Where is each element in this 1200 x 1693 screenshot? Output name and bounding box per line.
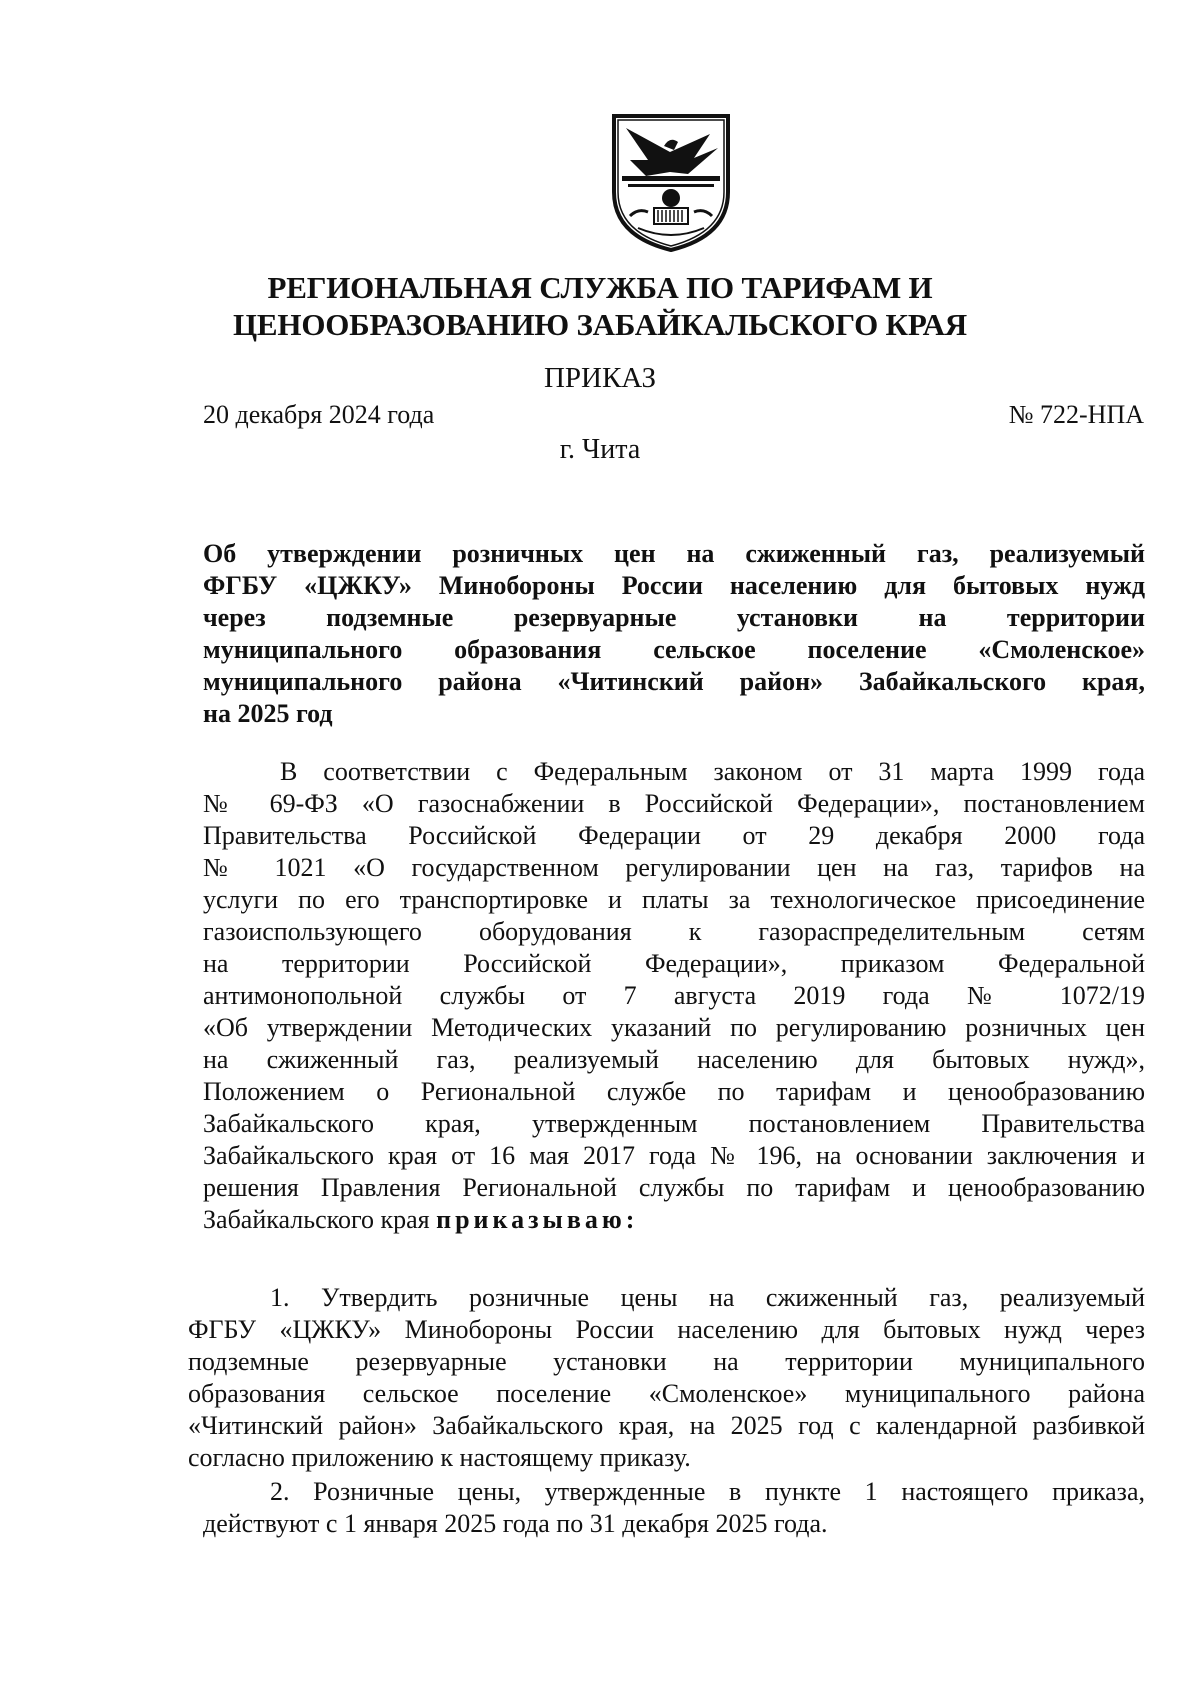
item1-line: 1. Утвердить розничные цены на сжиженный газ, реализуемый (270, 1283, 1145, 1312)
item1-line: согласно приложению к настоящему приказу. (188, 1443, 691, 1472)
preamble-line: Правительства Российской Федерации от 29 декабря 2000 года (203, 821, 1145, 850)
item1-line: образования сельское поселение «Смоленское» муниципального района (188, 1379, 1145, 1408)
organization-title-line-1: РЕГИОНАЛЬНАЯ СЛУЖБА ПО ТАРИФАМ И (267, 270, 933, 305)
preamble-line: решения Правления Региональной службы по тарифам и ценообразованию (203, 1173, 1145, 1202)
title-line: муниципального района «Читинский район» Забайкальского края, (203, 667, 1145, 696)
order-word: приказываю: (436, 1205, 639, 1234)
preamble-line-text: Забайкальского края (203, 1205, 437, 1234)
preamble-line: антимонопольной службы от 7 августа 2019 года № 1072/19 (203, 981, 1145, 1010)
document-type: ПРИКАЗ (543, 362, 657, 394)
preamble-line: на территории Российской Федерации», приказом Федеральной (203, 949, 1145, 978)
item1-line: подземные резервуарные установки на территории муниципального (188, 1347, 1145, 1376)
preamble-line: на сжиженный газ, реализуемый населению для бытовых нужд», (203, 1045, 1145, 1074)
preamble-line: Положением о Региональной службе по тарифам и ценообразованию (203, 1077, 1145, 1106)
item1-line: «Читинский район» Забайкальского края, на 2025 год с календарной разбивкой (188, 1411, 1145, 1440)
preamble-line: услуги по его транспортировке и платы за технологическое присоединение (203, 885, 1145, 914)
preamble-line: № 69-ФЗ «О газоснабжении в Российской Федерации», постановлением (203, 789, 1145, 818)
title-line: на 2025 год (203, 699, 333, 728)
title-line: через подземные резервуарные установки на территории (203, 603, 1145, 632)
title-line: ФГБУ «ЦЖКУ» Минобороны России населению для бытовых нужд (203, 571, 1145, 600)
title-line: муниципального образования сельское поселение «Смоленское» (203, 635, 1145, 664)
document-number: № 722-НПА (1008, 400, 1144, 429)
coat-of-arms-emblem (608, 112, 734, 254)
title-line: Об утверждении розничных цен на сжиженный газ, реализуемый (203, 539, 1145, 568)
preamble-line: «Об утверждении Методических указаний по регулированию розничных цен (203, 1013, 1145, 1042)
item2-line: 2. Розничные цены, утвержденные в пункте 1 настоящего приказа, (270, 1477, 1145, 1506)
item2-line: действуют с 1 января 2025 года по 31 декабря 2025 года. (203, 1509, 828, 1538)
preamble-line: Забайкальского края от 16 мая 2017 года № 196, на основании заключения и (203, 1141, 1145, 1170)
document-date: 20 декабря 2024 года (203, 400, 435, 429)
preamble-line: № 1021 «О государственном регулировании цен на газ, тарифов на (203, 853, 1145, 882)
preamble-line: В соответствии с Федеральным законом от 31 марта 1999 года (280, 757, 1145, 786)
document-city: г. Чита (559, 434, 641, 465)
preamble-final-line (203, 1204, 1145, 1236)
preamble-line: газоиспользующего оборудования к газораспределительным сетям (203, 917, 1145, 946)
item1-line: ФГБУ «ЦЖКУ» Минобороны России населению для бытовых нужд через (188, 1315, 1145, 1344)
preamble-line: Забайкальского края, утвержденным постановлением Правительства (203, 1109, 1145, 1138)
organization-title-line-2: ЦЕНООБРАЗОВАНИЮ ЗАБАЙКАЛЬСКОГО КРАЯ (233, 307, 967, 342)
